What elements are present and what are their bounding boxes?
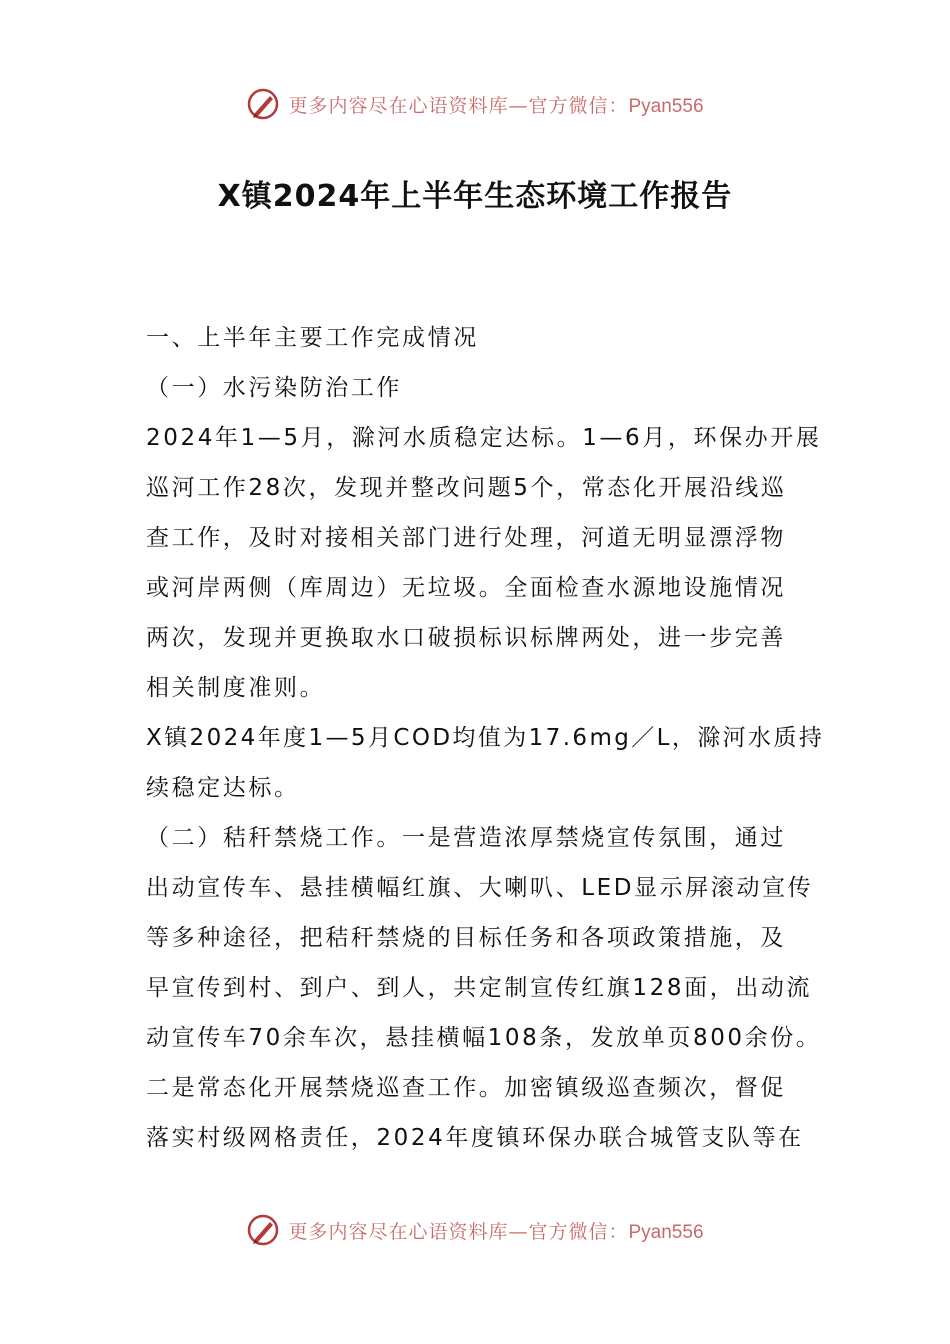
body-line: 查工作，及时对接相关部门进行处理，河道无明显漂浮物: [146, 525, 786, 551]
subsection-heading: （一）水污染防治工作: [146, 375, 402, 401]
pen-logo-icon: [246, 87, 280, 121]
body-line: X镇2024年度1—5月COD均值为17.6mg／L，滁河水质持: [146, 725, 825, 751]
watermark-text: 更多内容尽在心语资料库—官方微信：Pyan556: [288, 1220, 704, 1243]
body-line: 等多种途径，把秸秆禁烧的目标任务和各项政策措施，及: [146, 925, 786, 951]
body-line: 续稳定达标。: [146, 775, 300, 801]
body-line: 2024年1—5月，滁河水质稳定达标。1—6月，环保办开展: [146, 425, 822, 451]
body-line: 巡河工作28次，发现并整改问题5个，常态化开展沿线巡: [146, 475, 787, 501]
body-line: 相关制度准则。: [146, 675, 326, 701]
watermark-header: [0, 84, 950, 124]
body-line: 早宣传到村、到户、到人，共定制宣传红旗128面，出动流: [146, 975, 813, 1001]
watermark-footer: [0, 1210, 950, 1250]
body-line: 动宣传车70余车次，悬挂横幅108条，发放单页800余份。: [146, 1025, 822, 1051]
section-heading: 一、上半年主要工作完成情况: [146, 325, 479, 351]
document-body: [146, 313, 826, 1163]
body-line: （二）秸秆禁烧工作。一是营造浓厚禁烧宣传氛围，通过: [146, 825, 786, 851]
pen-logo-icon: [246, 1213, 280, 1247]
body-line: 或河岸两侧（库周边）无垃圾。全面检查水源地设施情况: [146, 575, 786, 601]
body-line: 落实村级网格责任，2024年度镇环保办联合城管支队等在: [146, 1125, 804, 1151]
body-line: 两次，发现并更换取水口破损标识标牌两处，进一步完善: [146, 625, 786, 651]
body-line: 二是常态化开展禁烧巡查工作。加密镇级巡查频次，督促: [146, 1075, 786, 1101]
document-title: X镇2024年上半年生态环境工作报告: [217, 179, 733, 214]
body-line: 出动宣传车、悬挂横幅红旗、大喇叭、LED显示屏滚动宣传: [146, 875, 814, 901]
watermark-text: 更多内容尽在心语资料库—官方微信：Pyan556: [288, 94, 704, 117]
